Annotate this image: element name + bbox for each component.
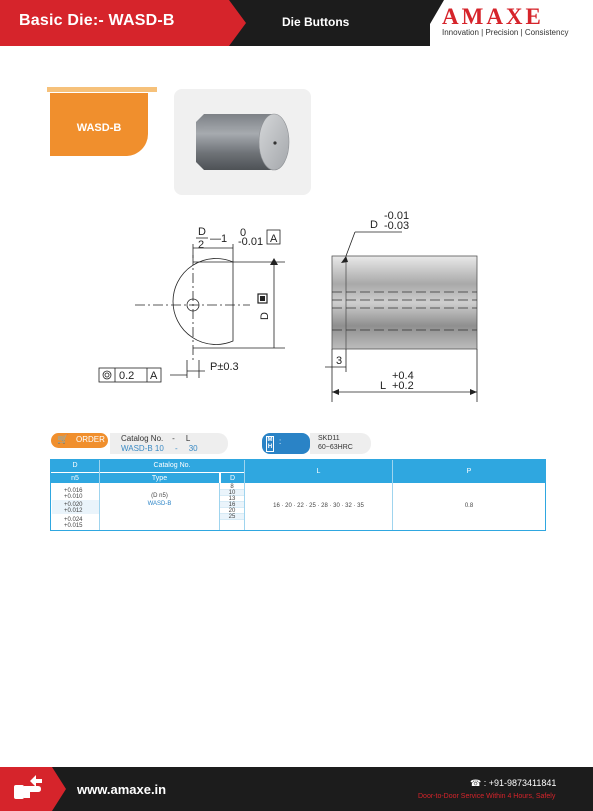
d-value: 13 [220, 496, 244, 502]
p-value: 0.8 [464, 503, 474, 509]
catalog-example-value: WASD-B 10 - 30 [121, 444, 198, 453]
d-value: 8 [220, 484, 244, 490]
col-header-p: P [393, 460, 545, 483]
datum-triangle [270, 258, 278, 265]
d-value: 25 [220, 514, 244, 520]
side-view-body [332, 256, 477, 349]
concentricity-value: 0.2 [119, 370, 135, 382]
datum-label: A [270, 233, 278, 245]
front-view-outline [173, 259, 233, 345]
brand-logo: AMAXE [442, 4, 544, 29]
col-header-d: D [51, 460, 99, 472]
length-tol-bottom: +0.2 [392, 380, 414, 392]
spec-table [50, 459, 546, 531]
product-label: WASD-B [76, 122, 122, 134]
flat-separator: —1 [210, 233, 228, 245]
d-values-list [220, 484, 244, 520]
website-link[interactable]: www.amaxe.in [77, 782, 167, 797]
col-header-type: Type [100, 472, 219, 483]
section-title: Die Buttons [282, 15, 350, 29]
length-tol-top: +0.4 [392, 370, 414, 382]
delivery-note: Door-to-Door Service Within 4 Hours, Safely [418, 793, 556, 800]
col-header-catalog: Catalog No. [100, 460, 244, 472]
brand-tagline: Innovation | Precision | Consistency [442, 28, 569, 37]
material-hardness: 60~63HRC [318, 444, 353, 451]
l-values: 16 · 20 · 22 · 25 · 28 · 30 · 32 · 35 [273, 503, 364, 509]
page-title: Basic Die:- WASD-B [19, 12, 175, 29]
col-header-l: L [245, 460, 392, 483]
hand-pointer-icon [0, 767, 52, 811]
catalog-example-header: Catalog No. - L [121, 434, 191, 443]
diameter-label: D [259, 312, 271, 320]
cart-icon: 🛒 [57, 434, 69, 444]
type-cell [100, 493, 219, 507]
material-colon: : [279, 437, 282, 446]
p-dimension-label: P±0.3 [210, 361, 239, 373]
order-label: ORDER [76, 435, 105, 444]
side-d-label: D [370, 219, 378, 231]
flat-tol-top: 0 [240, 227, 247, 239]
side-tol-top: -0.01 [384, 210, 410, 222]
flat-d-label: D [198, 226, 206, 238]
col-header-n5: n5 [51, 472, 99, 483]
phone-number[interactable]: ☎ : +91-9873411841 [470, 778, 557, 788]
chamfer-label: 3 [336, 355, 343, 367]
type-tolerance: (D n5) [151, 493, 168, 499]
col-header-d2: D [220, 472, 244, 483]
material-hardness-icon: M H [267, 437, 273, 450]
concentricity-datum: A [150, 370, 158, 382]
d-value: 20 [220, 508, 244, 514]
tolerance-row: +0.020 +0.012 [64, 502, 83, 514]
material-name: SKD11 [318, 435, 340, 442]
tolerance-row: +0.016 +0.010 [64, 488, 83, 500]
flat-tol-bottom: -0.01 [238, 236, 264, 248]
d-value: 10 [220, 490, 244, 496]
material-spec [318, 434, 353, 452]
footer-icon-banner [0, 767, 66, 811]
length-label: L [380, 380, 387, 392]
tolerance-row: +0.024 +0.015 [64, 517, 83, 529]
type-code: WASD-B [147, 501, 172, 507]
side-tol-bottom: -0.03 [384, 220, 410, 232]
d-value: 16 [220, 502, 244, 508]
side-d-leader [346, 232, 355, 256]
flat-two-label: 2 [198, 239, 205, 251]
